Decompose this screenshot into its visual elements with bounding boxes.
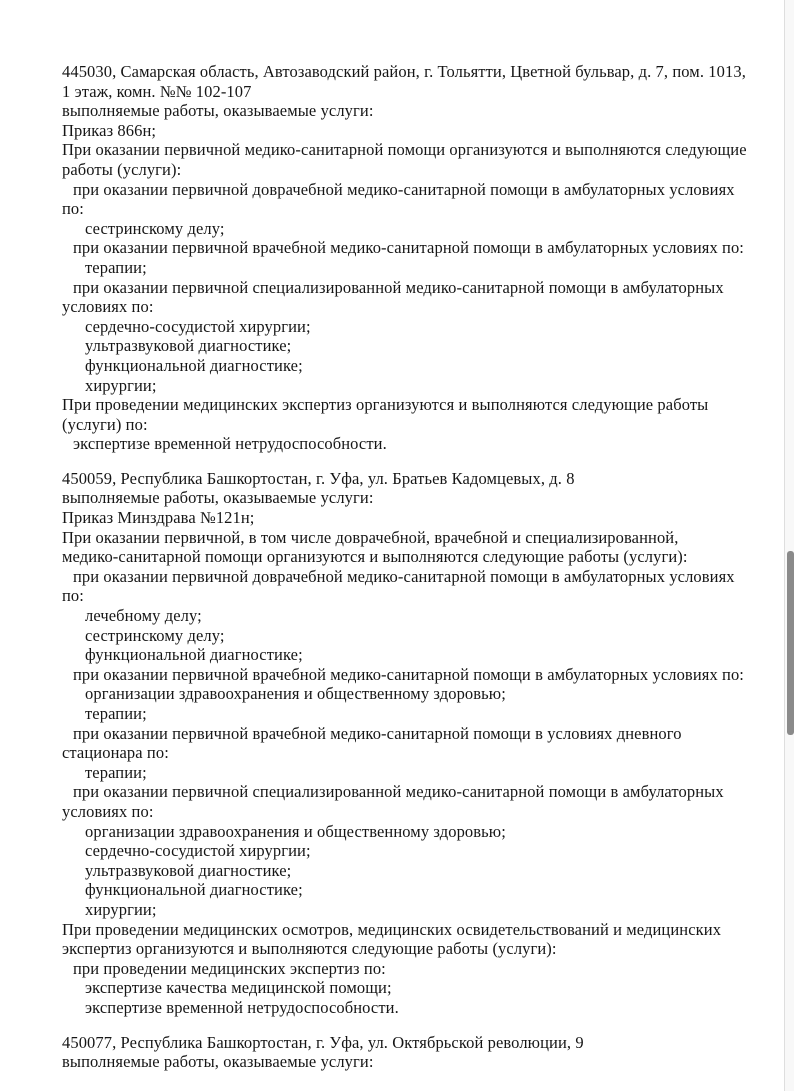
text-line: При оказании первичной медико-санитарной помощи организуются и выполняются следующие bbox=[62, 140, 747, 160]
vertical-scrollbar-thumb[interactable] bbox=[787, 551, 794, 735]
license-text-content bbox=[62, 62, 747, 1072]
vertical-scrollbar-track[interactable] bbox=[784, 0, 794, 1091]
text-line: организации здравоохранения и общественному здоровью; bbox=[85, 821, 506, 841]
text-line: при оказании первичной специализированной медико-санитарной помощи в амбулаторных bbox=[73, 782, 724, 802]
text-line: экспертизе временной нетрудоспособности. bbox=[85, 997, 399, 1017]
text-line: при оказании первичной врачебной медико-санитарной помощи в амбулаторных условиях по: bbox=[73, 664, 744, 684]
license-location-445030 bbox=[62, 62, 747, 454]
text-line: При проведении медицинских экспертиз организуются и выполняются следующие работы bbox=[62, 395, 709, 415]
text-line: экспертизе временной нетрудоспособности. bbox=[73, 434, 387, 454]
text-line: 445030, Самарская область, Автозаводский район, г. Тольятти, Цветной бульвар, д. 7, пом. 1013, bbox=[62, 62, 746, 81]
text-line: при проведении медицинских экспертиз по: bbox=[73, 958, 386, 978]
text-line: терапии; bbox=[85, 762, 147, 782]
text-line: 450059, Республика Башкортостан, г. Уфа, ул. Братьев Кадомцевых, д. 8 bbox=[62, 468, 575, 488]
text-line: по: bbox=[62, 586, 84, 606]
text-line: сердечно-сосудистой хирургии; bbox=[85, 841, 311, 861]
text-line: сестринскому делу; bbox=[85, 625, 225, 645]
text-line: функциональной диагностике; bbox=[85, 880, 303, 900]
text-line: выполняемые работы, оказываемые услуги: bbox=[62, 1052, 374, 1072]
text-line: сердечно-сосудистой хирургии; bbox=[85, 316, 311, 336]
text-line: экспертиз организуются и выполняются следующие работы (услуги): bbox=[62, 939, 557, 959]
text-line: экспертизе качества медицинской помощи; bbox=[85, 978, 392, 998]
text-line: хирургии; bbox=[85, 375, 157, 395]
license-location-450077 bbox=[62, 1033, 742, 1072]
text-line: стационара по: bbox=[62, 743, 169, 763]
text-line: функциональной диагностике; bbox=[85, 355, 303, 375]
text-line: по: bbox=[62, 199, 84, 219]
text-line: при оказании первичной доврачебной медико-санитарной помощи в амбулаторных условиях bbox=[73, 566, 735, 586]
license-location-450059 bbox=[62, 469, 742, 1018]
text-line: выполняемые работы, оказываемые услуги: bbox=[62, 101, 374, 121]
text-line: Приказ 866н; bbox=[62, 120, 157, 140]
text-line: ультразвуковой диагностике; bbox=[85, 336, 292, 356]
text-line: ультразвуковой диагностике; bbox=[85, 860, 292, 880]
text-line: организации здравоохранения и общественному здоровью; bbox=[85, 684, 506, 704]
text-line: при оказании первичной доврачебной медико-санитарной помощи в амбулаторных условиях bbox=[73, 179, 735, 199]
text-line: при оказании первичной врачебной медико-санитарной помощи в условиях дневного bbox=[73, 723, 682, 743]
text-line: (услуги) по: bbox=[62, 414, 148, 434]
text-line: условиях по: bbox=[62, 801, 154, 821]
text-line: при оказании первичной врачебной медико-санитарной помощи в амбулаторных условиях по: bbox=[73, 238, 744, 258]
text-line: условиях по: bbox=[62, 297, 154, 317]
text-line: 450077, Республика Башкортостан, г. Уфа, ул. Октябрьской революции, 9 bbox=[62, 1032, 584, 1052]
text-line: функциональной диагностике; bbox=[85, 645, 303, 665]
text-line: 1 этаж, комн. №№ 102-107 bbox=[62, 81, 252, 101]
text-line: терапии; bbox=[85, 257, 147, 277]
text-line: хирургии; bbox=[85, 899, 157, 919]
text-line: работы (услуги): bbox=[62, 159, 182, 179]
text-line: сестринскому делу; bbox=[85, 218, 225, 238]
text-line: При проведении медицинских осмотров, медицинских освидетельствований и медицинских bbox=[62, 919, 722, 939]
text-line: при оказании первичной специализированной медико-санитарной помощи в амбулаторных bbox=[73, 277, 724, 297]
text-line: лечебному делу; bbox=[85, 606, 202, 626]
text-line: выполняемые работы, оказываемые услуги: bbox=[62, 488, 374, 508]
text-line: терапии; bbox=[85, 704, 147, 723]
text-line: Приказ Минздрава №121н; bbox=[62, 508, 255, 528]
text-line: медико-санитарной помощи организуются и выполняются следующие работы (услуги): bbox=[62, 547, 688, 567]
text-line: При оказании первичной, в том числе доврачебной, врачебной и специализированной, bbox=[62, 527, 679, 547]
